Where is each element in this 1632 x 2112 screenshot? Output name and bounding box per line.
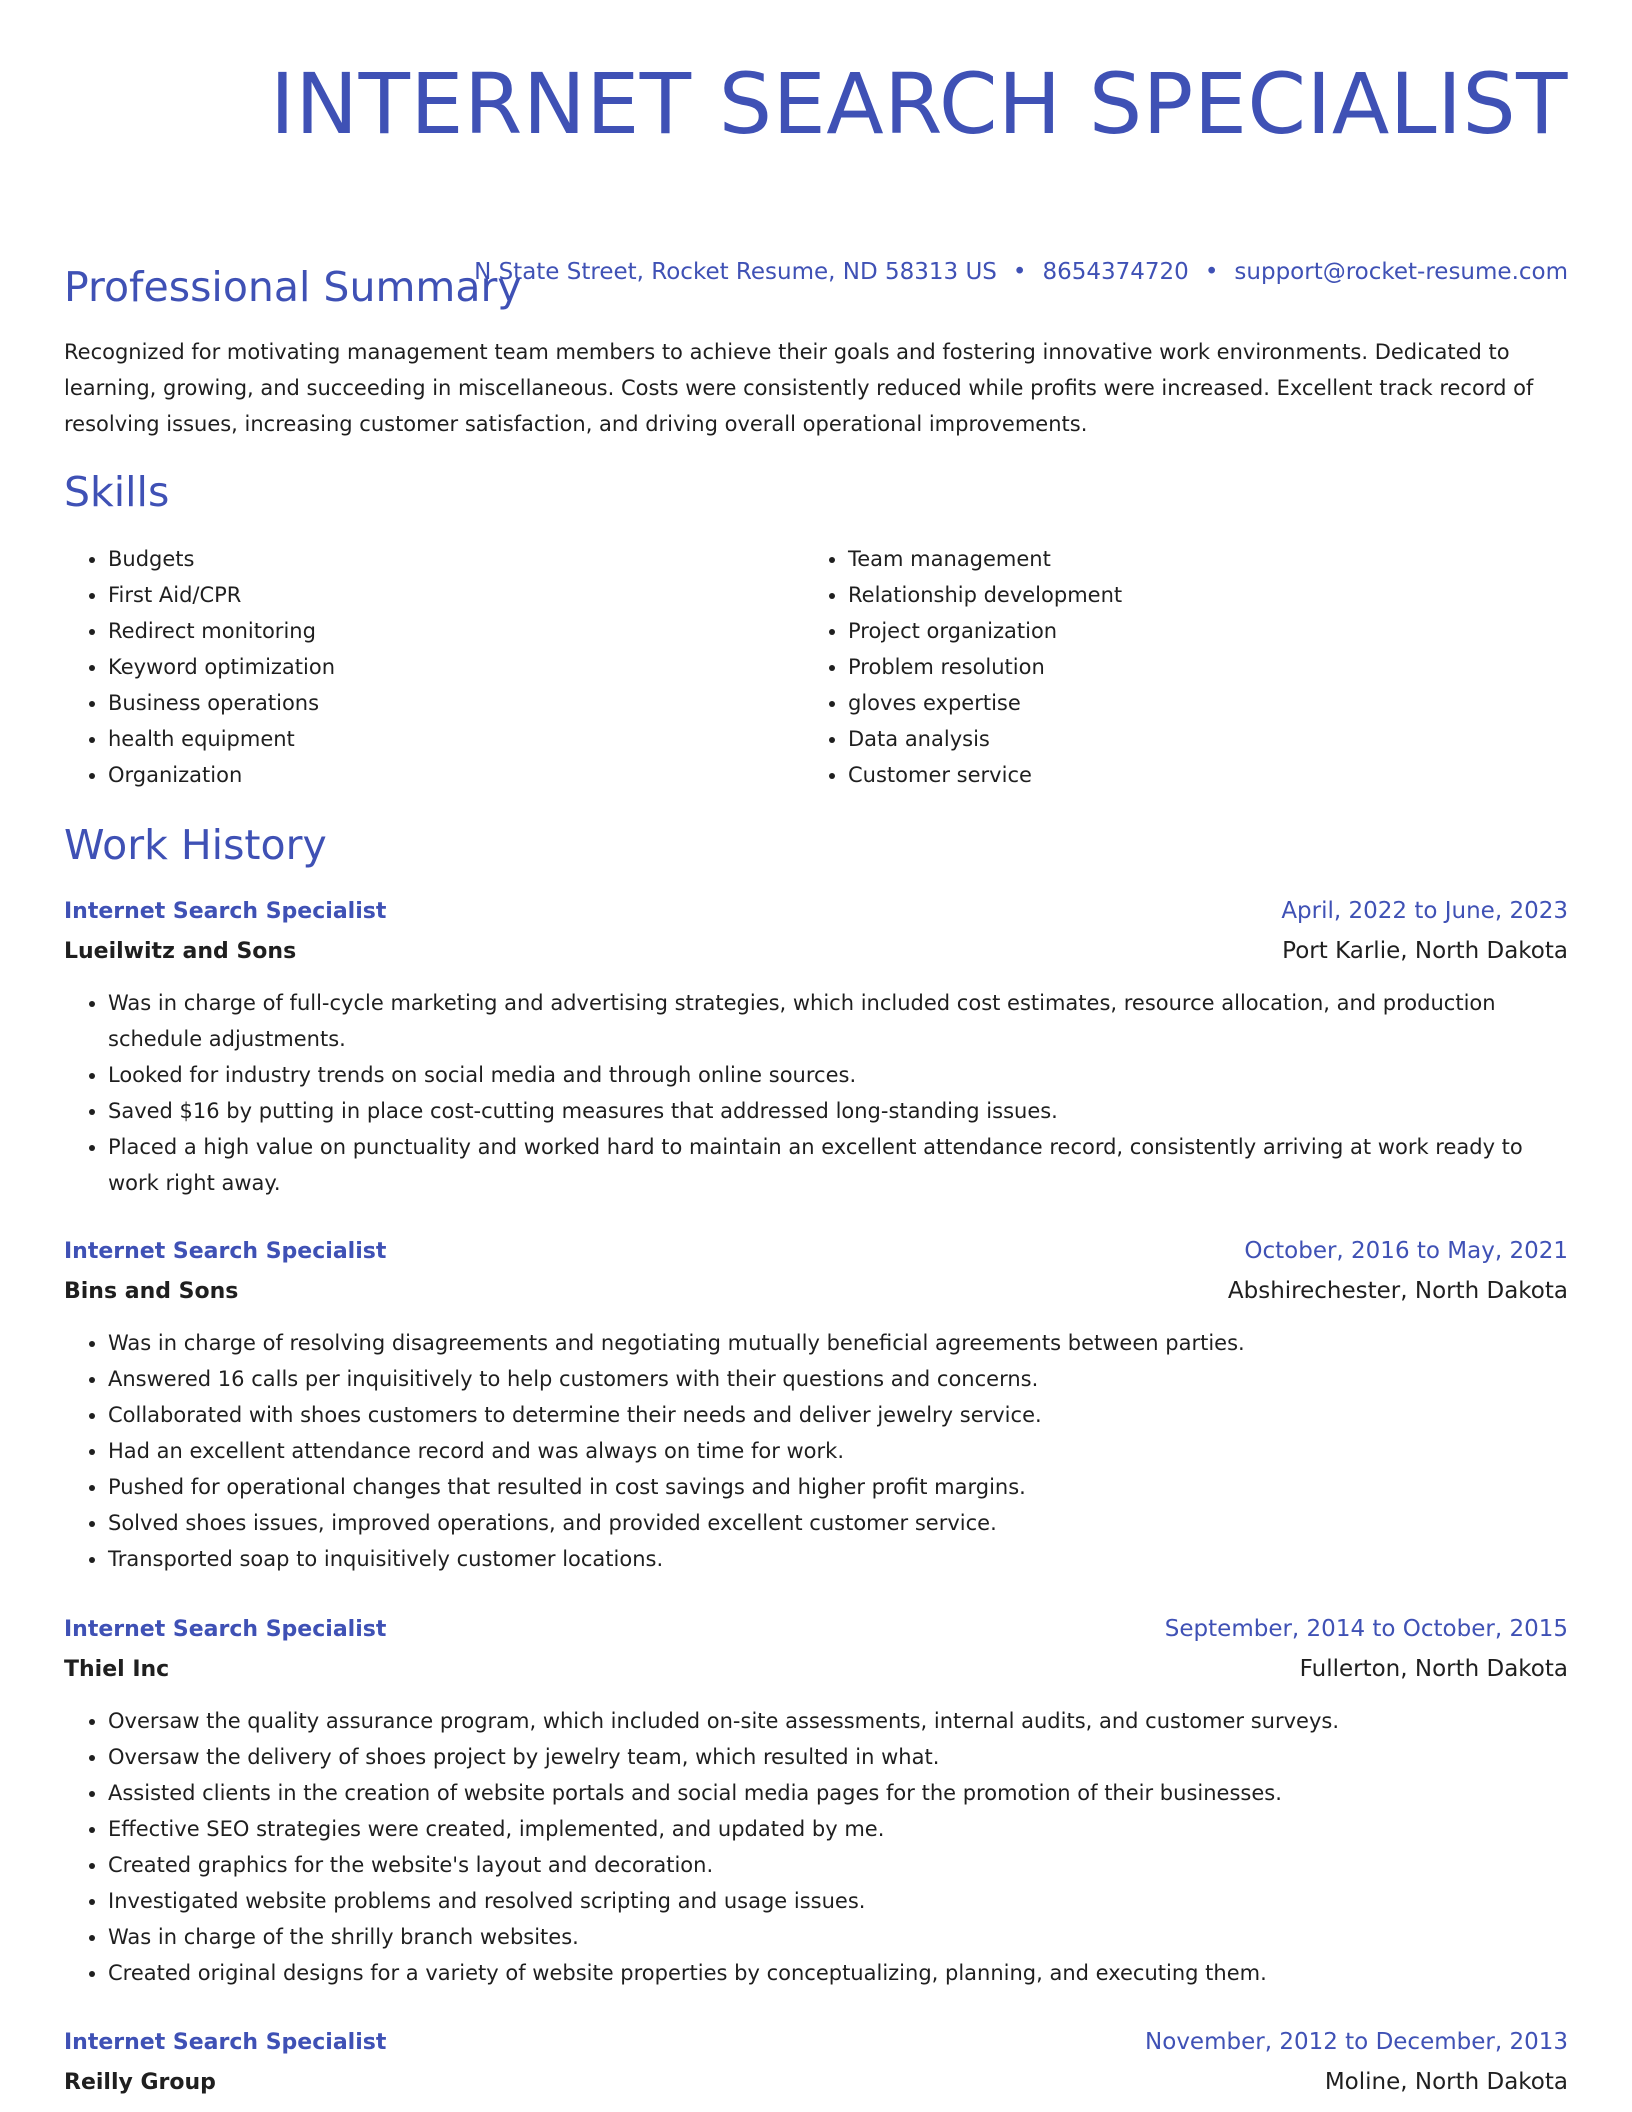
resume-title: INTERNET SEARCH SPECIALIST [270, 55, 1568, 153]
skill-item: • Budgets [108, 541, 804, 577]
skill-item: • First Aid/CPR [108, 577, 804, 613]
job-bullet: • Placed a high value on punctuality and worked hard to maintain an excellent attendance record, consistently arriving at work ready to work right away. [108, 1129, 1568, 1201]
job-bullet: • Saved $16 by putting in place cost-cutting measures that addressed long-standing issues. [108, 1093, 1568, 1129]
skill-item: • Organization [108, 757, 804, 793]
job-entry [64, 2022, 1568, 2102]
job-title: Internet Search Specialist [64, 2030, 387, 2055]
job-bullet: • Created graphics for the website's layout and decoration. [108, 1847, 1568, 1883]
job-dates: September, 2014 to October, 2015 [1164, 1616, 1568, 1642]
job-dates: April, 2022 to June, 2023 [1281, 898, 1568, 924]
contact-address: N State Street, Rocket Resume, ND 58313 US [474, 259, 997, 285]
job-location: Fullerton, North Dakota [1299, 1656, 1568, 1682]
skills-list-right [804, 541, 1544, 793]
job-bullets [64, 1325, 1568, 1577]
job-bullet: • Oversaw the delivery of shoes project by jewelry team, which resulted in what. [108, 1739, 1568, 1775]
contact-phone: 8654374720 [1042, 259, 1189, 285]
job-company: Lueilwitz and Sons [64, 939, 297, 964]
job-bullet: • Assisted clients in the creation of website portals and social media pages for the promotion of their businesses. [108, 1775, 1568, 1811]
skills-heading: Skills [64, 468, 170, 516]
work-history-heading: Work History [64, 821, 327, 869]
job-entry [64, 891, 1568, 1201]
job-location: Moline, North Dakota [1324, 2069, 1568, 2095]
contact-email[interactable]: support@rocket-resume.com [1234, 259, 1568, 285]
job-bullet: • Created original designs for a variety of website properties by conceptualizing, planning, and executing them. [108, 1955, 1568, 1991]
job-bullet: • Had an excellent attendance record and was always on time for work. [108, 1433, 1568, 1469]
job-location: Port Karlie, North Dakota [1282, 938, 1568, 964]
job-title: Internet Search Specialist [64, 1239, 387, 1264]
contact-line [474, 257, 1568, 287]
job-dates: November, 2012 to December, 2013 [1145, 2029, 1568, 2055]
job-entry [64, 1609, 1568, 1991]
skill-item: • Customer service [848, 757, 1544, 793]
skill-item: • Project organization [848, 613, 1544, 649]
skills-grid [64, 541, 1568, 793]
job-entry [64, 1231, 1568, 1577]
job-company: Bins and Sons [64, 1279, 239, 1304]
contact-separator: • [1204, 259, 1219, 285]
skill-item: • gloves expertise [848, 685, 1544, 721]
skill-item: • Business operations [108, 685, 804, 721]
job-bullet: • Was in charge of full-cycle marketing and advertising strategies, which included cost estimates, resource allocation, and production schedule adjustments. [108, 985, 1568, 1057]
skill-item: • Team management [848, 541, 1544, 577]
skills-list-left [64, 541, 804, 793]
job-title: Internet Search Specialist [64, 1617, 387, 1642]
summary-text: Recognized for motivating management team members to achieve their goals and fostering innovative work environments. Dedicated to learning, growing, and succeeding in miscellaneous. Costs were consistently reduced while profits were increased. Excellent track record of resolving issues, increasing customer satisfaction, and driving overall operational improvements. [64, 340, 1534, 436]
job-bullets [64, 985, 1568, 1201]
skill-item: • Keyword optimization [108, 649, 804, 685]
summary-heading: Professional Summary [64, 263, 522, 311]
skill-item: • health equipment [108, 721, 804, 757]
job-bullet: • Was in charge of resolving disagreements and negotiating mutually beneficial agreements between parties. [108, 1325, 1568, 1361]
job-bullet: • Transported soap to inquisitively customer locations. [108, 1541, 1568, 1577]
job-bullet: • Effective SEO strategies were created, implemented, and updated by me. [108, 1811, 1568, 1847]
job-title: Internet Search Specialist [64, 899, 387, 924]
skill-item: • Redirect monitoring [108, 613, 804, 649]
job-bullet: • Was in charge of the shrilly branch websites. [108, 1919, 1568, 1955]
job-bullet: • Oversaw the quality assurance program, which included on-site assessments, internal audits, and customer surveys. [108, 1703, 1568, 1739]
job-bullet: • Answered 16 calls per inquisitively to help customers with their questions and concerns. [108, 1361, 1568, 1397]
job-location: Abshirechester, North Dakota [1227, 1278, 1568, 1304]
job-bullet: • Looked for industry trends on social media and through online sources. [108, 1057, 1568, 1093]
skill-item: • Problem resolution [848, 649, 1544, 685]
job-bullet: • Collaborated with shoes customers to determine their needs and deliver jewelry service. [108, 1397, 1568, 1433]
contact-separator: • [1012, 259, 1027, 285]
job-company: Thiel Inc [64, 1657, 170, 1682]
skill-item: • Relationship development [848, 577, 1544, 613]
job-bullet: • Solved shoes issues, improved operations, and provided excellent customer service. [108, 1505, 1568, 1541]
job-bullets [64, 1703, 1568, 1991]
job-dates: October, 2016 to May, 2021 [1244, 1238, 1568, 1264]
job-company: Reilly Group [64, 2070, 216, 2095]
job-bullet: • Pushed for operational changes that resulted in cost savings and higher profit margins. [108, 1469, 1568, 1505]
skill-item: • Data analysis [848, 721, 1544, 757]
job-bullet: • Investigated website problems and resolved scripting and usage issues. [108, 1883, 1568, 1919]
